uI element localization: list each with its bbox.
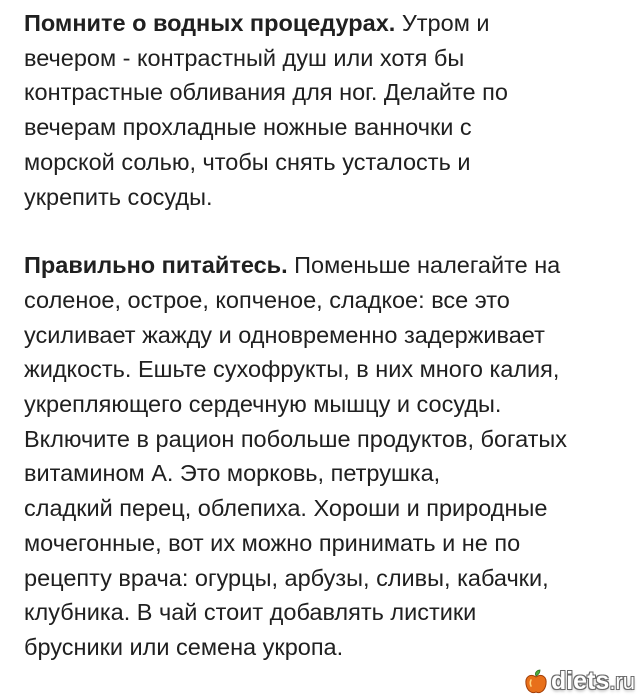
paragraph-heading: Правильно питайтесь. [24,252,288,279]
paragraph-nutrition [24,248,636,664]
apple-logo-icon [524,669,548,695]
paragraph-heading: Помните о водных процедурах. [24,10,396,36]
article-body [24,6,636,665]
paragraph-water-procedures [24,6,636,214]
paragraph-text: Утром и вечером - контрастный душ или хотя бы контрастные обливания для ног. Делайте по вечерам прохладные ножные ванночки с морской солью, чтобы снять усталость и укрепить сосуды. [24,10,508,210]
watermark-brand: diets.ru [550,667,635,695]
paragraph-text: Поменьше налегайте на соленое, острое, копченое, сладкое: все это усиливает жажду и одновременно задерживает жидкость. Ешьте сухофрукты, в них много калия, укрепляющего сердечную мышцу и сосуды. Включите в рацион побольше продуктов, богатых витамином А. Это морковь, петрушка, сладкий перец, облепиха. Хороши и природные мочегонные, вот их можно принимать и не по рецепту врача: огурцы, арбузы, сливы, кабачки, клубника. В чай стоит добавлять листики брусники или семена укропа. [24,252,568,660]
site-watermark [524,667,635,696]
